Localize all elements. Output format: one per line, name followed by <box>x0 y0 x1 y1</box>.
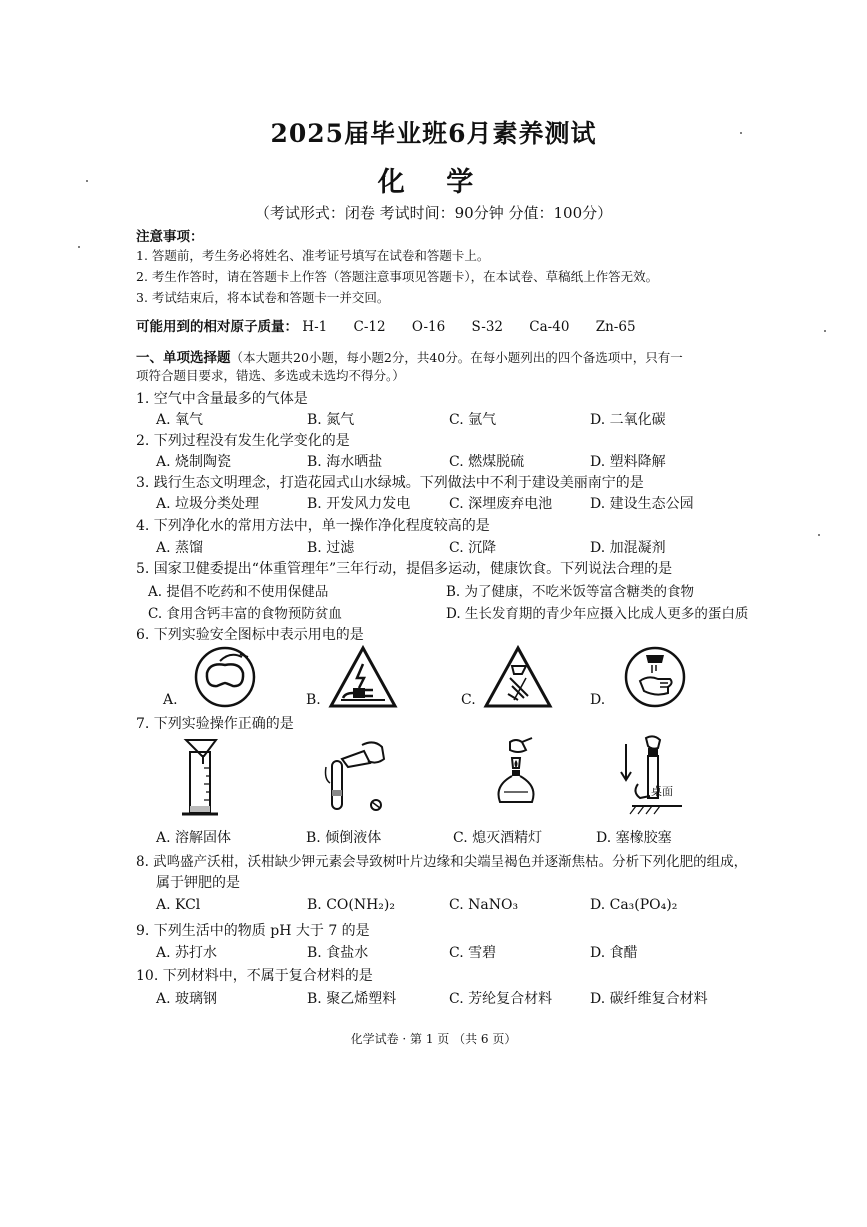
image-option-label: A. 溶解固体 <box>156 830 232 846</box>
alcohol-lamp-icon <box>486 736 546 818</box>
note-item: 2. 考生作答时，请在答题卡上作答（答题注意事项见答题卡），在本试卷、草稿纸上作答无效。 <box>136 269 659 284</box>
option-d: D. 塑料降解 <box>590 454 666 470</box>
option-c: C. 雪碧 <box>449 945 497 961</box>
option-a: A. 氧气 <box>156 412 204 428</box>
table-surface-label: 桌面 <box>651 785 673 798</box>
scan-speck <box>86 180 88 182</box>
image-option-label: C. 熄灭酒精灯 <box>453 830 543 846</box>
option-d: D. 食醋 <box>590 945 638 961</box>
option-c: C. 氩气 <box>449 412 497 428</box>
atomic-mass: H-1 <box>302 319 328 335</box>
atomic-mass: S-32 <box>471 319 503 335</box>
graduated-cylinder-icon <box>176 734 226 820</box>
exam-title: 2025届毕业班6月素养测试 <box>270 119 597 148</box>
option-b: B. 海水晒盐 <box>307 454 383 470</box>
option-c: C. NaNO₃ <box>449 897 519 913</box>
pouring-liquid-icon <box>322 737 392 817</box>
question-stem: 4. 下列净化水的常用方法中，单一操作净化程度较高的是 <box>136 518 490 534</box>
note-item: 3. 考试结束后，将本试卷和答题卡一并交回。 <box>136 290 390 305</box>
scan-speck <box>740 132 742 134</box>
question-stem-cont: 属于钾肥的是 <box>156 875 240 891</box>
question-stem: 7. 下列实验操作正确的是 <box>136 716 294 732</box>
option-b: B. 为了健康，不吃米饭等富含糖类的食物 <box>446 584 695 600</box>
rubber-stopper-icon <box>618 734 690 820</box>
option-d: D. 二氧化碳 <box>590 412 666 428</box>
page-footer: 化学试卷 · 第 1 页 （共 6 页） <box>350 1032 517 1046</box>
option-d: D. 碳纤维复合材料 <box>590 991 708 1007</box>
image-option-label: B. <box>306 692 321 708</box>
option-c: C. 燃煤脱硫 <box>449 454 525 470</box>
eye-protection-icon <box>190 645 260 709</box>
option-c: C. 深埋废弃电池 <box>449 496 553 512</box>
question-stem: 1. 空气中含量最多的气体是 <box>136 391 308 407</box>
image-option-label: D. <box>590 692 606 708</box>
atomic-masses <box>136 315 636 335</box>
image-option-label: C. <box>461 692 476 708</box>
question-stem: 5. 国家卫健委提出“体重管理年”三年行动，提倡多运动，健康饮食。下列说法合理的是 <box>136 561 673 577</box>
notes-heading: 注意事项： <box>136 229 204 245</box>
question-stem: 8. 武鸣盛产沃柑，沃柑缺少钾元素会导致树叶片边缘和尖端呈褐色并逐渐焦枯。分析下列化肥的组成， <box>136 854 748 870</box>
image-option-label: B. 倾倒液体 <box>306 830 382 846</box>
scan-speck <box>818 534 820 536</box>
question-stem: 3. 践行生态文明理念，打造花园式山水绿城。下列做法中不利于建设美丽南宁的是 <box>136 475 644 491</box>
atomic-mass: O-16 <box>411 319 446 335</box>
option-a: A. 蒸馏 <box>156 540 204 556</box>
option-d: D. Ca₃(PO₄)₂ <box>590 897 678 913</box>
option-a: A. 垃圾分类处理 <box>156 496 260 512</box>
option-b: B. 过滤 <box>307 540 355 556</box>
question-stem: 6. 下列实验安全图标中表示用电的是 <box>136 627 364 643</box>
option-d: D. 生长发育期的青少年应摄入比成人更多的蛋白质 <box>446 606 749 622</box>
option-b: B. 开发风力发电 <box>307 496 411 512</box>
option-b: B. 聚乙烯塑料 <box>307 991 397 1007</box>
section-desc: （本大题共20小题，每小题2分，共40分。在每小题列出的四个备选项中，只有一 <box>230 350 683 365</box>
option-c: C. 沉降 <box>449 540 497 556</box>
scan-speck <box>78 246 80 248</box>
option-d: D. 加混凝剂 <box>590 540 666 556</box>
option-a: A. KCl <box>156 897 201 913</box>
option-c: C. 食用含钙丰富的食物预防贫血 <box>148 606 342 622</box>
atomic-masses-label: 可能用到的相对原子质量： <box>136 319 298 335</box>
question-stem: 2. 下列过程没有发生化学变化的是 <box>136 433 350 449</box>
image-option-label: D. 塞橡胶塞 <box>596 830 672 846</box>
atomic-mass: Ca-40 <box>529 319 570 335</box>
option-c: C. 芳纶复合材料 <box>449 991 553 1007</box>
hand-washing-icon <box>622 645 688 709</box>
note-item: 1. 答题前，考生务必将姓名、准考证号填写在试卷和答题卡上。 <box>136 248 490 263</box>
exam-info: （考试形式：闭卷 考试时间：90分钟 分值：100分） <box>254 204 613 222</box>
option-b: B. CO(NH₂)₂ <box>307 897 395 913</box>
option-d: D. 建设生态公园 <box>590 496 694 512</box>
option-a: A. 苏打水 <box>156 945 218 961</box>
subject-title: 化 学 <box>377 167 490 198</box>
question-stem: 10. 下列材料中，不属于复合材料的是 <box>136 968 373 984</box>
section-heading: 一、单项选择题 <box>136 350 231 366</box>
option-a: A. 玻璃钢 <box>156 991 218 1007</box>
question-stem: 9. 下列生活中的物质 pH 大于 7 的是 <box>136 923 370 939</box>
corrosive-warning-icon <box>482 644 554 710</box>
atomic-mass: C-12 <box>353 319 386 335</box>
option-b: B. 食盐水 <box>307 945 369 961</box>
electricity-warning-icon <box>327 644 399 710</box>
atomic-mass: Zn-65 <box>595 319 636 335</box>
image-option-label: A. <box>163 692 178 708</box>
option-b: B. 氮气 <box>307 412 355 428</box>
scan-speck <box>824 330 826 332</box>
option-a: A. 提倡不吃药和不使用保健品 <box>148 584 329 600</box>
section-heading-line <box>136 346 683 366</box>
option-a: A. 烧制陶瓷 <box>156 454 232 470</box>
section-desc-2: 项符合题目要求，错选、多选或未选均不得分。） <box>136 368 405 383</box>
